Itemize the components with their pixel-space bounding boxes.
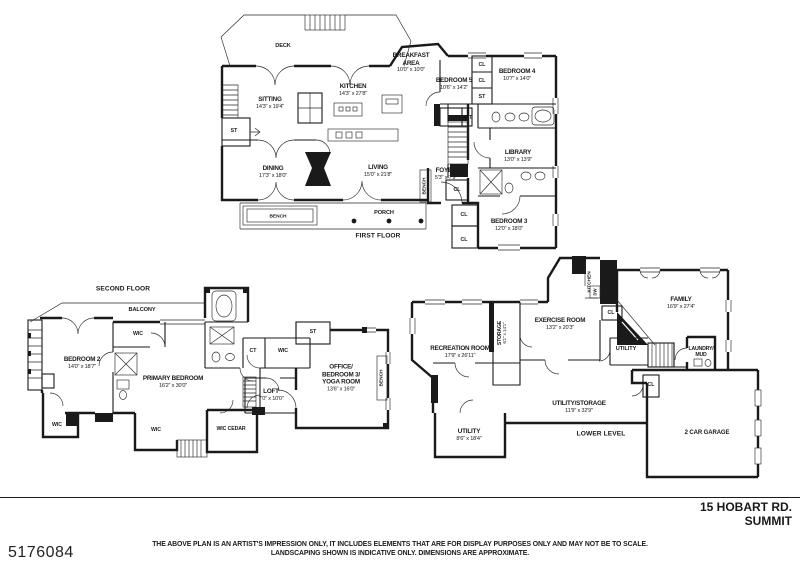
room-label-deck: DECK — [275, 43, 291, 49]
wic-tag: WIC — [51, 422, 63, 428]
room-label-utility-small: UTILITY — [615, 346, 637, 352]
room-label-utility2: UTILITY 8'6" x 18'4" — [456, 427, 482, 442]
closet-tag: CL — [478, 62, 486, 68]
room-label-bedroom5: BEDROOM 5 10'6" x 14'2" — [435, 76, 473, 91]
room-label-sitting: SITTING 14'3" x 19'4" — [255, 95, 285, 110]
ct-tag: CT — [249, 348, 257, 354]
stair-tag: ST — [465, 115, 473, 121]
bench-tag-vertical: BENCH — [379, 369, 385, 387]
address-block — [700, 501, 792, 529]
room-label-office: OFFICE/ BEDROOM 3/ YOGA ROOM 13'6" x 16'0" — [322, 363, 360, 392]
room-label-storage: STORAGE 6'1" x 14'1" — [497, 320, 509, 346]
room-label-loft: LOFT 7'0" x 10'0" — [258, 387, 284, 402]
closet-tag: CL — [447, 115, 455, 121]
room-label-kitchen: KITCHEN 14'3" x 27'8" — [338, 82, 368, 97]
closet-tag: CL — [460, 237, 468, 243]
stair-tag: ST — [309, 329, 317, 335]
room-label-bedroom2: BEDROOM 2 14'0" x 18'7" — [63, 355, 101, 370]
floor-label-first: FIRST FLOOR — [355, 232, 401, 240]
address-line2: SUMMIT — [744, 513, 792, 528]
room-label-dining: DINING 17'3" x 18'0" — [258, 164, 288, 179]
floor-label-lower: LOWER LEVEL — [576, 430, 626, 438]
closet-tag: CL — [460, 212, 468, 218]
room-label-garage: 2 CAR GARAGE — [684, 430, 730, 436]
room-label-living: LIVING 15'0" x 21'8" — [363, 163, 393, 178]
closet-tag: CL — [607, 310, 615, 316]
closet-tag: CL — [478, 78, 486, 84]
room-label-recreation: RECREATION ROOM 17'9" x 26'11" — [430, 344, 490, 359]
room-label-balcony: BALCONY — [128, 307, 156, 313]
closet-tag: CL — [647, 382, 655, 388]
room-label-laundry-mud: LAUNDRY/ MUD — [688, 345, 714, 358]
room-label-utility-storage: UTILITY/STORAGE 11'9" x 32'9" — [552, 399, 606, 414]
disclaimer-line2: LANDSCAPING SHOWN IS INDICATIVE ONLY. DIMENSIONS ARE APPROXIMATE. — [270, 550, 530, 558]
watermark-id: 5176084 — [8, 544, 74, 561]
room-label-bedroom3: BEDROOM 3 12'0" x 18'0" — [490, 217, 528, 232]
bench-tag: BENCH — [269, 214, 287, 220]
dw-tag: DW — [592, 288, 598, 296]
footer-divider — [0, 497, 800, 498]
room-label-wic-cedar: WIC CEDAR — [216, 426, 246, 432]
closet-tag: CL — [453, 187, 461, 193]
room-label-exercise: EXERCISE ROOM 13'2" x 20'3" — [534, 316, 586, 331]
room-label-bedroom4: BEDROOM 4 10'7" x 14'0" — [498, 67, 536, 82]
floor-label-second: SECOND FLOOR — [95, 285, 151, 293]
room-label-breakfast: BREAKFAST AREA 10'0" x 10'0" — [392, 52, 430, 74]
lower-level-linework — [410, 256, 761, 477]
room-label-primary-bedroom: PRIMARY BEDROOM 16'2" x 30'0" — [142, 374, 204, 389]
room-label-foyer: FOYER 5'3" x 7'9" — [434, 166, 458, 181]
room-label-family: FAMILY 16'9" x 27'4" — [666, 295, 696, 310]
wic-tag: WIC — [277, 348, 289, 354]
address-line1: 15 HOBART RD. — [699, 500, 792, 514]
stair-tag: ST — [230, 128, 238, 134]
disclaimer-line1: THE ABOVE PLAN IS AN ARTIST'S IMPRESSION ONLY, IT INCLUDES ELEMENTS THAT ARE FOR DISPLAY PURPOSES ONLY AND MAY NOT BE TO SCALE. — [152, 541, 648, 548]
room-label-kitchen-lower: KITCHEN — [587, 271, 593, 293]
wic-tag: WIC — [150, 427, 162, 433]
disclaimer — [0, 540, 800, 559]
room-label-porch: PORCH — [374, 210, 394, 216]
wic-tag: WIC — [132, 331, 144, 337]
stair-tag: ST — [478, 94, 486, 100]
room-label-library: LIBRARY 13'0" x 13'9" — [503, 148, 533, 163]
bench-tag-vertical: BENCH — [422, 177, 428, 195]
